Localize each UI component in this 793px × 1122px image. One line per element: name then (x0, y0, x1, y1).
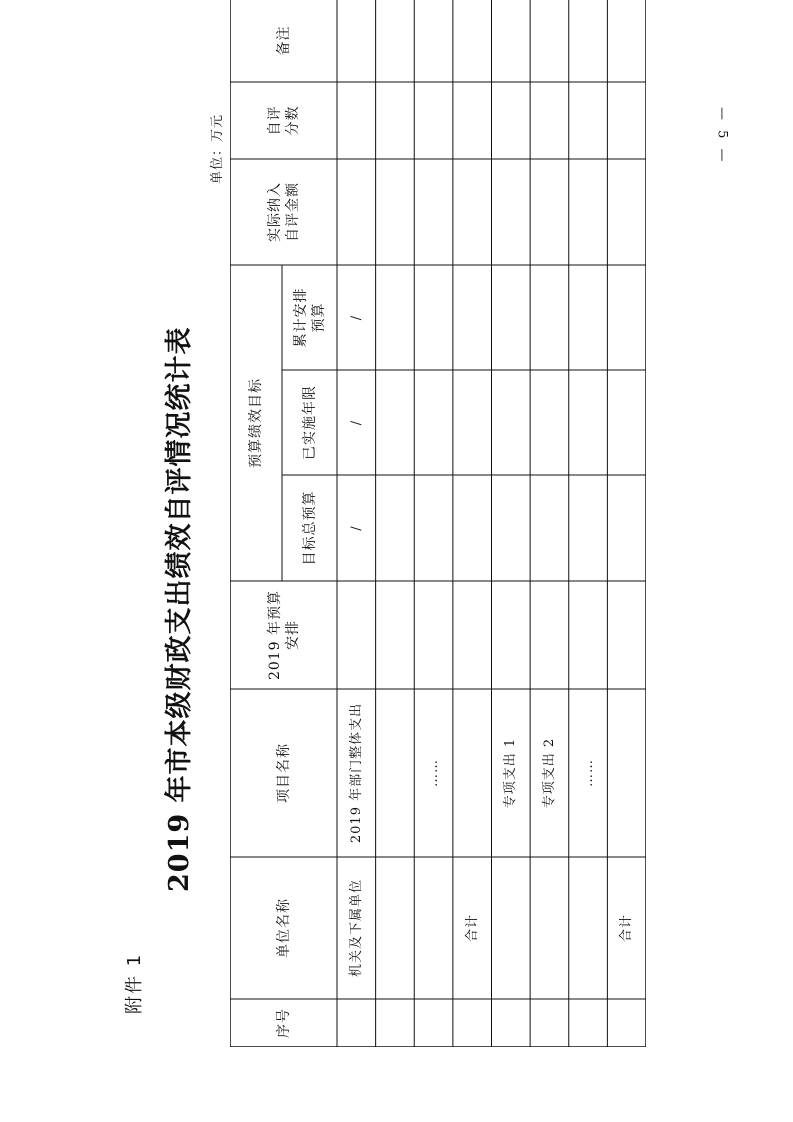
header-self-score: 自评 分数 (266, 105, 301, 136)
header-cumulative-budget: 累计安排 预算 (292, 287, 327, 348)
header-actual-amount: 实际纳入 自评金额 (266, 182, 301, 242)
header-performance-target: 预算绩效目标 (248, 378, 264, 468)
header-unit-name: 单位名称 (275, 898, 292, 958)
table-cell-project: 2019 年部门整体支出 (348, 702, 364, 844)
table-cell-project: 专项支出 1 (503, 737, 519, 809)
table-cell-years_done: / (348, 419, 364, 426)
header-project-name: 项目名称 (275, 743, 292, 803)
table-cell-unit: 机关及下属单位 (348, 879, 364, 978)
table-cell-unit: 合计 (464, 914, 480, 943)
statistics-table (230, 0, 646, 1047)
table-cell-project: …… (426, 759, 442, 787)
annex-label: 附件 1 (124, 952, 145, 1014)
header-remark: 备注 (275, 25, 292, 56)
table-cell-cumulative: / (348, 314, 364, 321)
table-cell-unit: 合计 (619, 914, 635, 943)
header-budget-2019: 2019 年预算 安排 (266, 589, 301, 681)
unit-label: 单位：万元 (210, 113, 225, 184)
table-cell-target_total: / (348, 525, 364, 531)
table-cell-project: …… (580, 759, 596, 787)
page-title: 2019 年市本级财政支出绩效自评情况统计表 (164, 326, 195, 892)
header-years-implemented: 已实施年限 (301, 385, 318, 460)
header-target-total-budget: 目标总预算 (301, 490, 318, 566)
table-cell-project: 专项支出 2 (541, 737, 557, 809)
page-number: — 5 — (714, 107, 730, 165)
header-seq: 序号 (275, 1008, 292, 1038)
